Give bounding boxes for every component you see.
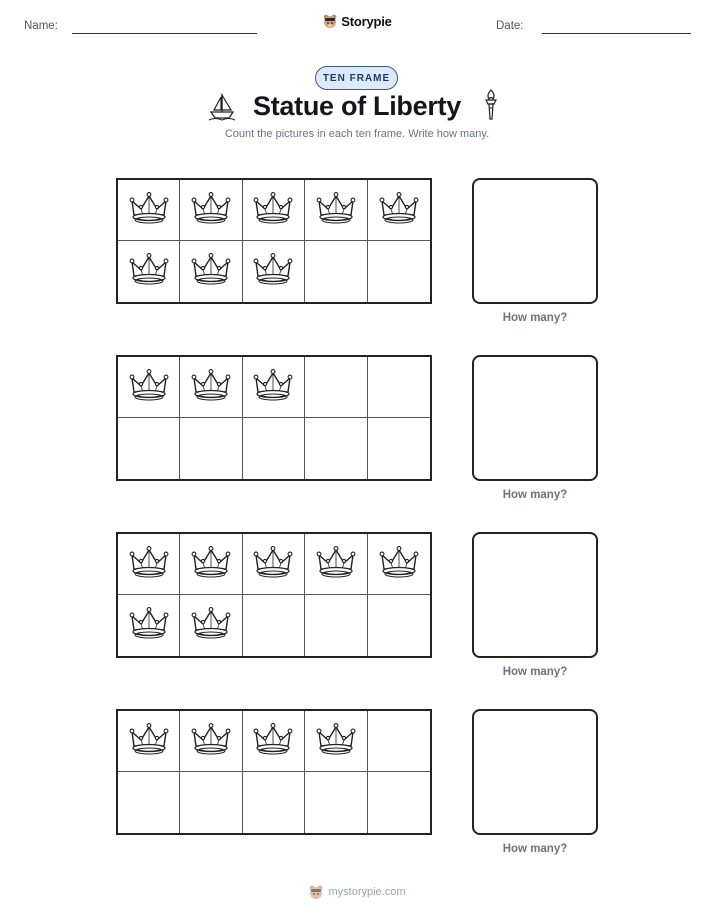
ten-frame (116, 355, 432, 481)
page-title: Statue of Liberty (253, 91, 461, 121)
crown-icon (191, 367, 231, 408)
ten-frame-cell (243, 595, 305, 656)
crown-icon (129, 544, 169, 585)
ten-frame-cell (180, 180, 242, 241)
ten-frame-cell (243, 418, 305, 479)
date-label: Date: (496, 20, 524, 32)
ten-frame-cell (180, 241, 242, 302)
ten-frame-cell (118, 180, 180, 241)
ten-frame-cell (368, 180, 430, 241)
crown-icon (253, 190, 293, 231)
ten-frame-cell (368, 595, 430, 656)
ten-frame-cell (305, 772, 367, 833)
ten-frame-cell (243, 241, 305, 302)
answer-box[interactable] (472, 532, 598, 658)
ten-frame-cell (180, 418, 242, 479)
how-many-label: How many? (502, 666, 568, 678)
name-label: Name: (24, 20, 58, 32)
crown-icon (316, 544, 356, 585)
crown-icon (253, 544, 293, 585)
answer-box[interactable] (472, 178, 598, 304)
ten-frame-cell (180, 357, 242, 418)
ten-frame-cell (368, 772, 430, 833)
ten-frame-cell (243, 357, 305, 418)
ten-frame-cell (118, 772, 180, 833)
ten-frame (116, 178, 432, 304)
crown-icon (129, 367, 169, 408)
ten-frame-cell (368, 711, 430, 772)
ten-frame-cell (305, 711, 367, 772)
how-many-label: How many? (502, 843, 568, 855)
ten-frame-cell (180, 772, 242, 833)
ten-frame-cell (180, 595, 242, 656)
crown-icon (191, 251, 231, 292)
crown-icon (129, 721, 169, 762)
footer (0, 884, 714, 905)
how-many-label: How many? (502, 312, 568, 324)
ten-frame-cell (243, 534, 305, 595)
torch-icon (481, 88, 501, 122)
ten-frame-cell (118, 711, 180, 772)
instructions: Count the pictures in each ten frame. Write how many. (224, 128, 490, 140)
bear-mascot-icon (308, 884, 324, 900)
ten-frame-cell (305, 357, 367, 418)
answer-box[interactable] (472, 709, 598, 835)
ten-frame-cell (180, 711, 242, 772)
crown-icon (191, 190, 231, 231)
ten-frame (116, 709, 432, 835)
ten-frame-badge: TEN FRAME (315, 66, 398, 90)
bear-mascot-icon (322, 13, 338, 29)
crown-icon (253, 251, 293, 292)
ten-frame-cell (305, 241, 367, 302)
ten-frame-cell (368, 241, 430, 302)
ten-frame-cell (368, 357, 430, 418)
date-line[interactable] (542, 33, 691, 34)
how-many-label: How many? (502, 489, 568, 501)
crown-icon (379, 544, 419, 585)
ten-frame-cell (305, 180, 367, 241)
crown-icon (316, 190, 356, 231)
ten-frame-cell (118, 241, 180, 302)
crown-icon (191, 605, 231, 646)
crown-icon (253, 367, 293, 408)
crown-icon (253, 721, 293, 762)
crown-icon (316, 721, 356, 762)
crown-icon (129, 190, 169, 231)
ten-frame-cell (305, 595, 367, 656)
answer-box[interactable] (472, 355, 598, 481)
crown-icon (191, 721, 231, 762)
crown-icon (379, 190, 419, 231)
ten-frame-cell (243, 180, 305, 241)
ten-frame-cell (368, 418, 430, 479)
ten-frame-cell (118, 534, 180, 595)
ten-frame-cell (118, 418, 180, 479)
brand (0, 13, 714, 34)
footer-url: mystorypie.com (328, 886, 406, 898)
ten-frame-cell (305, 534, 367, 595)
ten-frame-cell (118, 595, 180, 656)
ten-frame (116, 532, 432, 658)
ten-frame-cell (118, 357, 180, 418)
ten-frame-cell (305, 418, 367, 479)
ten-frame-cell (368, 534, 430, 595)
ten-frame-cell (243, 772, 305, 833)
crown-icon (129, 605, 169, 646)
ten-frame-cell (180, 534, 242, 595)
crown-icon (129, 251, 169, 292)
crown-icon (191, 544, 231, 585)
ten-frame-cell (243, 711, 305, 772)
brand-name: Storypie (341, 13, 392, 29)
